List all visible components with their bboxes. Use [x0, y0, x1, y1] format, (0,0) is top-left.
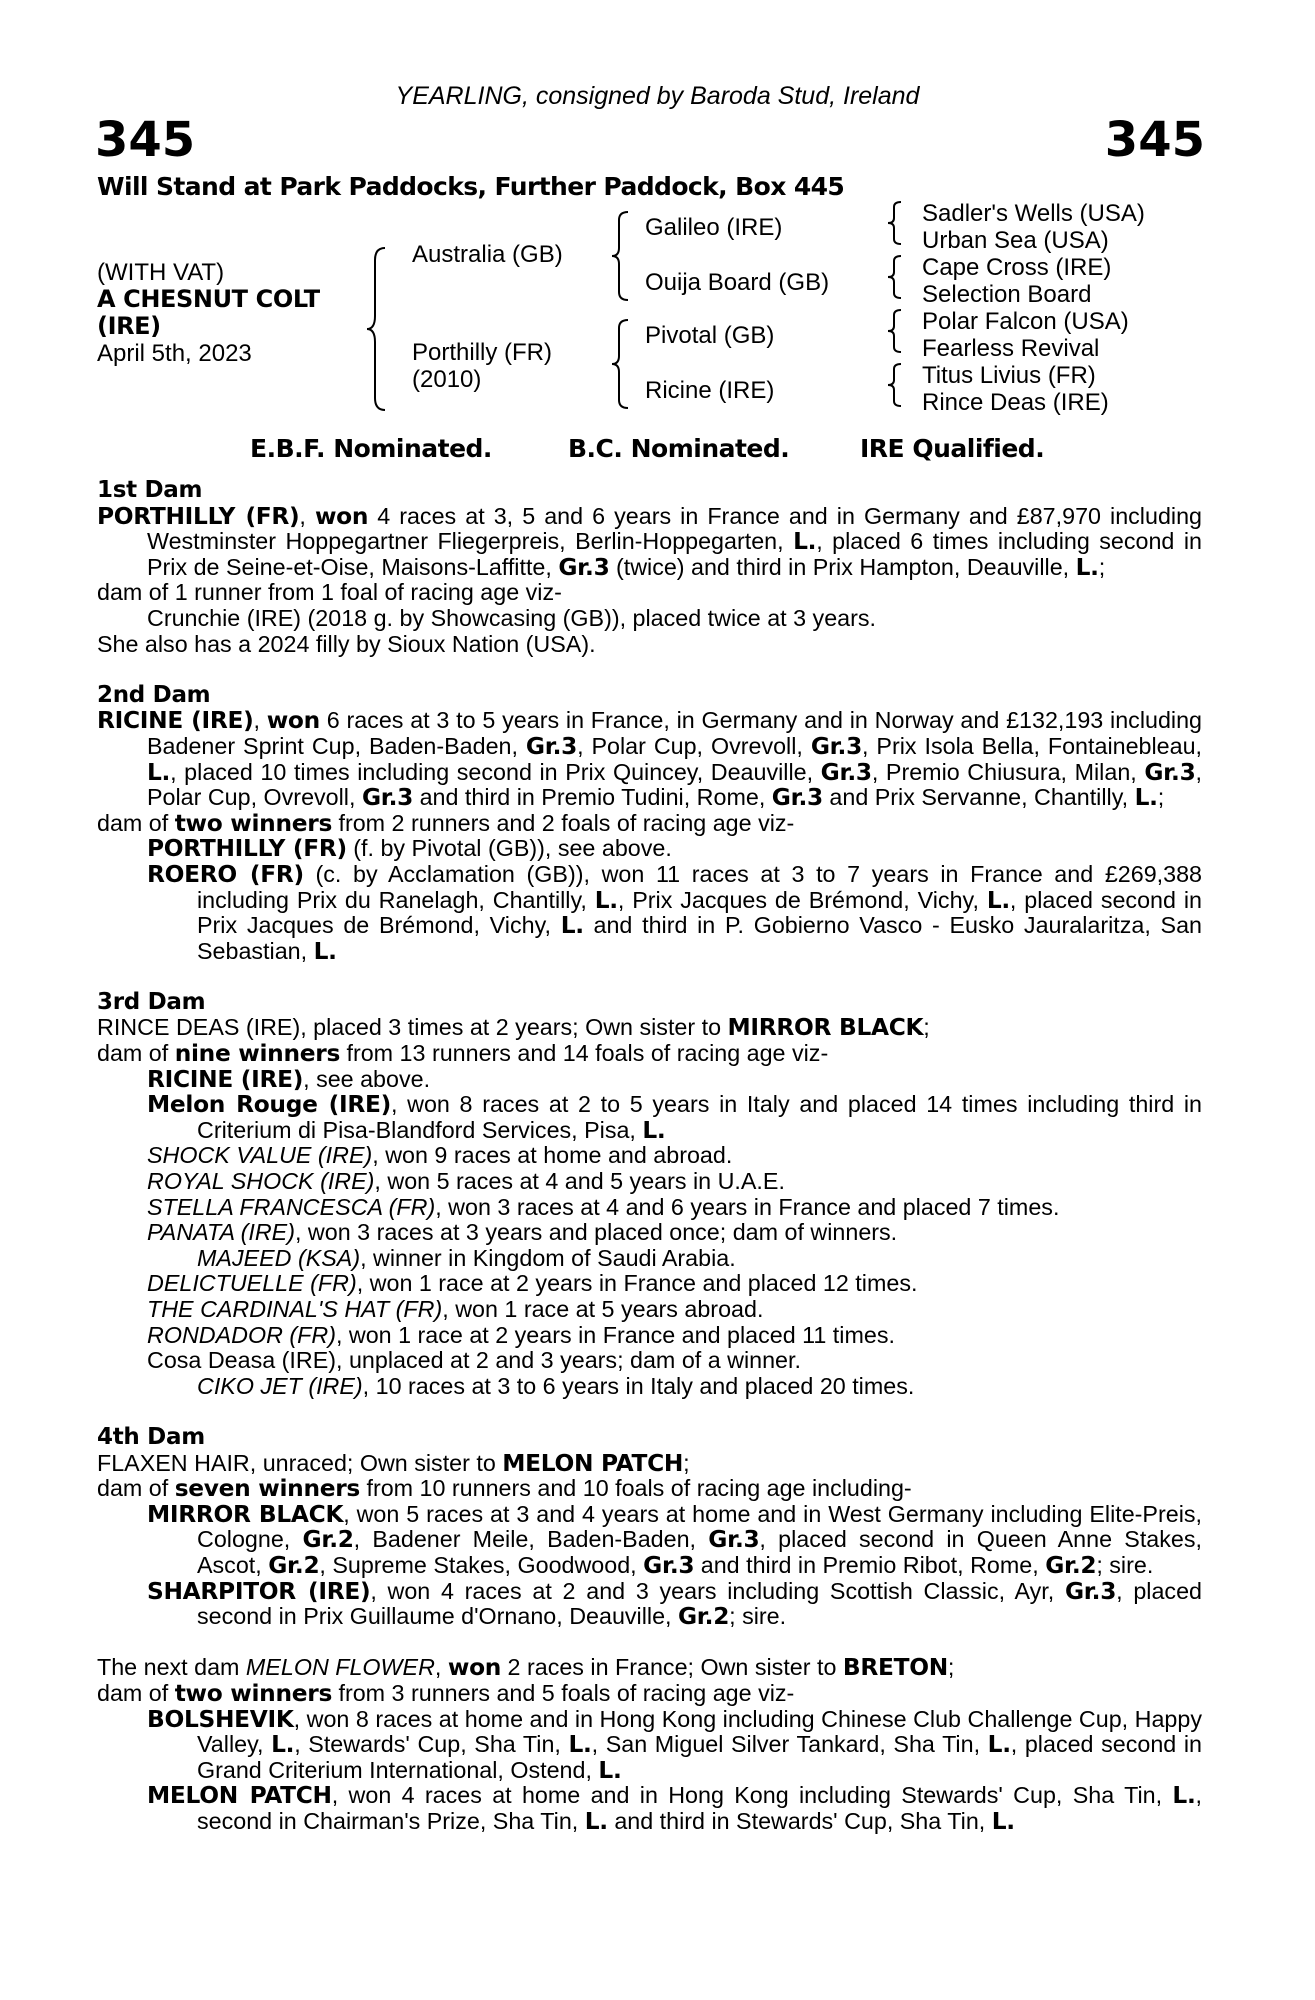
pedigree-sire-sire: Galileo (IRE)	[645, 214, 783, 241]
first-dam-produce: dam of 1 runner from 1 foal of racing age viz-	[97, 579, 562, 606]
first-dam-heading: 1st Dam	[97, 477, 203, 503]
next-dam-intro: The next dam MELON FLOWER, won 2 races in France; Own sister to BRETON;	[97, 1654, 955, 1682]
first-dam-also: She also has a 2024 filly by Sioux Nation (USA).	[97, 630, 596, 657]
third-dam-progeny-delictuelle: DELICTUELLE (FR), won 1 race at 2 years in France and placed 12 times.	[147, 1270, 918, 1297]
third-dam-progeny-cardinals-hat: THE CARDINAL'S HAT (FR), won 1 race at 5 years abroad.	[147, 1296, 764, 1322]
pedigree-ddd: Rince Deas (IRE)	[922, 389, 1109, 416]
fourth-dam-intro: FLAXEN HAIR, unraced; Own sister to MELON PATCH;	[97, 1449, 690, 1477]
third-dam-heading: 3rd Dam	[97, 988, 206, 1015]
horse-dob: April 5th, 2023	[97, 340, 252, 367]
pedigree-sire: Australia (GB)	[412, 241, 563, 268]
horse-country: (IRE)	[97, 312, 161, 340]
pedigree-dss: Polar Falcon (USA)	[922, 308, 1129, 335]
first-dam-name: PORTHILLY (FR)	[97, 502, 300, 530]
vat-label: (WITH VAT)	[97, 259, 225, 286]
third-dam-progeny-royal-shock: ROYAL SHOCK (IRE), won 5 races at 4 and 5 years in U.A.E.	[147, 1168, 785, 1195]
pedigree-brace-dam-icon	[610, 318, 632, 410]
ire-qualification: IRE Qualified.	[860, 434, 1045, 463]
ebf-nomination: E.B.F. Nominated.	[250, 434, 492, 463]
pedigree-sss: Sadler's Wells (USA)	[922, 200, 1145, 227]
second-dam-entry: RICINE (IRE), won 6 races at 3 to 5 years in France, in Germany and in Norway and £132,193 including Badener Sprint Cup, Baden-Baden, Gr.3, Polar Cup, Ovrevoll, Gr.3, Prix Isola Bella, Fontainebleau, L., placed 10 times including second in Prix Quincey, Deauville, Gr.3, Premio Chiusura, Milan, Gr.3, Polar Cup, Ovrevoll, Gr.3 and third in Premio Tudini, Rome, Gr.3 and Prix Servanne, Chantilly, L.;	[97, 707, 1203, 812]
third-dam-progeny-shock-value: SHOCK VALUE (IRE), won 9 races at home and abroad.	[147, 1142, 733, 1169]
second-dam-heading: 2nd Dam	[97, 681, 211, 708]
pedigree-brace-dd-icon	[886, 362, 904, 408]
next-dam-produce: dam of two winners from 3 runners and 5 foals of racing age viz-	[97, 1679, 795, 1707]
second-dam-produce: dam of two winners from 2 runners and 2 foals of racing age viz-	[97, 809, 795, 837]
pedigree-brace-ds-icon	[886, 308, 904, 354]
third-dam-progeny-ricine: RICINE (IRE), see above.	[147, 1065, 431, 1093]
pedigree-notes	[97, 478, 1202, 1834]
horse-name: A CHESNUT COLT	[97, 285, 320, 313]
stand-location: Will Stand at Park Paddocks, Further Paddock, Box 445	[97, 172, 845, 201]
consignment-line: YEARLING, consigned by Baroda Stud, Ireland	[395, 82, 920, 110]
first-dam-runner: Crunchie (IRE) (2018 g. by Showcasing (GB)), placed twice at 3 years.	[147, 604, 876, 631]
bc-nomination: B.C. Nominated.	[568, 434, 790, 463]
pedigree-ssd: Urban Sea (USA)	[922, 227, 1109, 254]
pedigree-dam-year: (2010)	[412, 366, 482, 393]
second-dam-progeny-roero: ROERO (FR) (c. by Acclamation (GB)), won 11 races at 3 to 7 years in France and £269,388 including Prix du Ranelagh, Chantilly, L., Prix Jacques de Brémond, Vichy, L., placed second in Prix Jacques de Brémond, Vichy, L. and third in P. Gobierno Vasco - Eusko Jauralaritza, San Sebastian, L.	[147, 860, 1202, 965]
third-dam-intro: RINCE DEAS (IRE), placed 3 times at 2 years; Own sister to MIRROR BLACK;	[97, 1014, 930, 1042]
pedigree-brace-sire-icon	[610, 210, 632, 302]
fourth-dam-heading: 4th Dam	[97, 1423, 205, 1450]
fourth-dam-progeny-sharpitor: SHARPITOR (IRE), won 4 races at 2 and 3 years including Scottish Classic, Ayr, Gr.3, placed second in Prix Guillaume d'Ornano, Deauville, Gr.2; sire.	[147, 1577, 1202, 1631]
first-dam-entry: PORTHILLY (FR), won 4 races at 3, 5 and 6 years in France and in Germany and £87,970 including Westminster Hoppegartner Fliegerpreis, Berlin-Hoppegarten, L., placed 6 times including second in Prix de Seine-et-Oise, Maisons-Laffitte, Gr.3 (twice) and third in Prix Hampton, Deauville, L.;	[97, 502, 1202, 581]
lot-number-left: 345	[95, 112, 196, 168]
pedigree-dam-dam: Ricine (IRE)	[645, 377, 775, 404]
third-dam-grandprogeny-majeed: MAJEED (KSA), winner in Kingdom of Saudi Arabia.	[197, 1244, 736, 1271]
next-dam-progeny-melon-patch: MELON PATCH, won 4 races at home and in Hong Kong including Stewards' Cup, Sha Tin, L., second in Chairman's Prize, Sha Tin, L. and third in Stewards' Cup, Sha Tin, L.	[147, 1782, 1202, 1835]
third-dam-produce: dam of nine winners from 13 runners and 14 foals of racing age viz-	[97, 1040, 829, 1068]
next-dam-progeny-bolshevik: BOLSHEVIK, won 8 races at home and in Hong Kong including Chinese Club Challenge Cup, Happy Valley, L., Stewards' Cup, Sha Tin, L., San Miguel Silver Tankard, Sha Tin, L., placed second in Grand Criterium International, Ostend, L.	[147, 1705, 1202, 1784]
pedigree-dsd: Fearless Revival	[922, 335, 1100, 362]
fourth-dam-produce: dam of seven winners from 10 runners and 10 foals of racing age including-	[97, 1475, 912, 1503]
pedigree-sdd: Selection Board	[922, 281, 1092, 308]
pedigree-brace-sd-icon	[886, 254, 904, 300]
second-dam-name: RICINE (IRE)	[97, 707, 254, 735]
second-dam-progeny-porthilly: PORTHILLY (FR) (f. by Pivotal (GB)), see above.	[147, 835, 672, 863]
pedigree-dam: Porthilly (FR)	[412, 339, 553, 366]
third-dam-progeny-stella: STELLA FRANCESCA (FR), won 3 races at 4 and 6 years in France and placed 7 times.	[147, 1193, 1060, 1220]
third-dam-progeny-cosa-deasa: Cosa Deasa (IRE), unplaced at 2 and 3 years; dam of a winner.	[147, 1347, 801, 1374]
third-dam-progeny-rondador: RONDADOR (FR), won 1 race at 2 years in France and placed 11 times.	[147, 1321, 895, 1348]
pedigree-brace-ss-icon	[886, 200, 904, 246]
third-dam-progeny-melon-rouge: Melon Rouge (IRE), won 8 races at 2 to 5 years in Italy and placed 14 times including third in Criterium di Pisa-Blandford Services, Pisa, L.	[147, 1091, 1202, 1144]
pedigree-dam-sire: Pivotal (GB)	[645, 322, 775, 349]
fourth-dam-progeny-mirror-black: MIRROR BLACK, won 5 races at 3 and 4 years at home and in West Germany including Elite-Preis, Cologne, Gr.2, Badener Meile, Baden-Baden, Gr.3, placed second in Queen Anne Stakes, Ascot, Gr.2, Supreme Stakes, Goodwood, Gr.3 and third in Premio Ribot, Rome, Gr.2; sire.	[147, 1500, 1202, 1579]
pedigree-dds: Titus Livius (FR)	[922, 362, 1096, 389]
pedigree-sds: Cape Cross (IRE)	[922, 254, 1112, 281]
lot-number-right: 345	[1104, 112, 1205, 168]
pedigree-sire-dam: Ouija Board (GB)	[645, 269, 830, 296]
third-dam-progeny-panata: PANATA (IRE), won 3 races at 3 years and placed once; dam of winners.	[147, 1219, 898, 1246]
pedigree-brace-main-icon	[365, 246, 391, 412]
third-dam-grandprogeny-ciko-jet: CIKO JET (IRE), 10 races at 3 to 6 years in Italy and placed 20 times.	[197, 1372, 915, 1399]
